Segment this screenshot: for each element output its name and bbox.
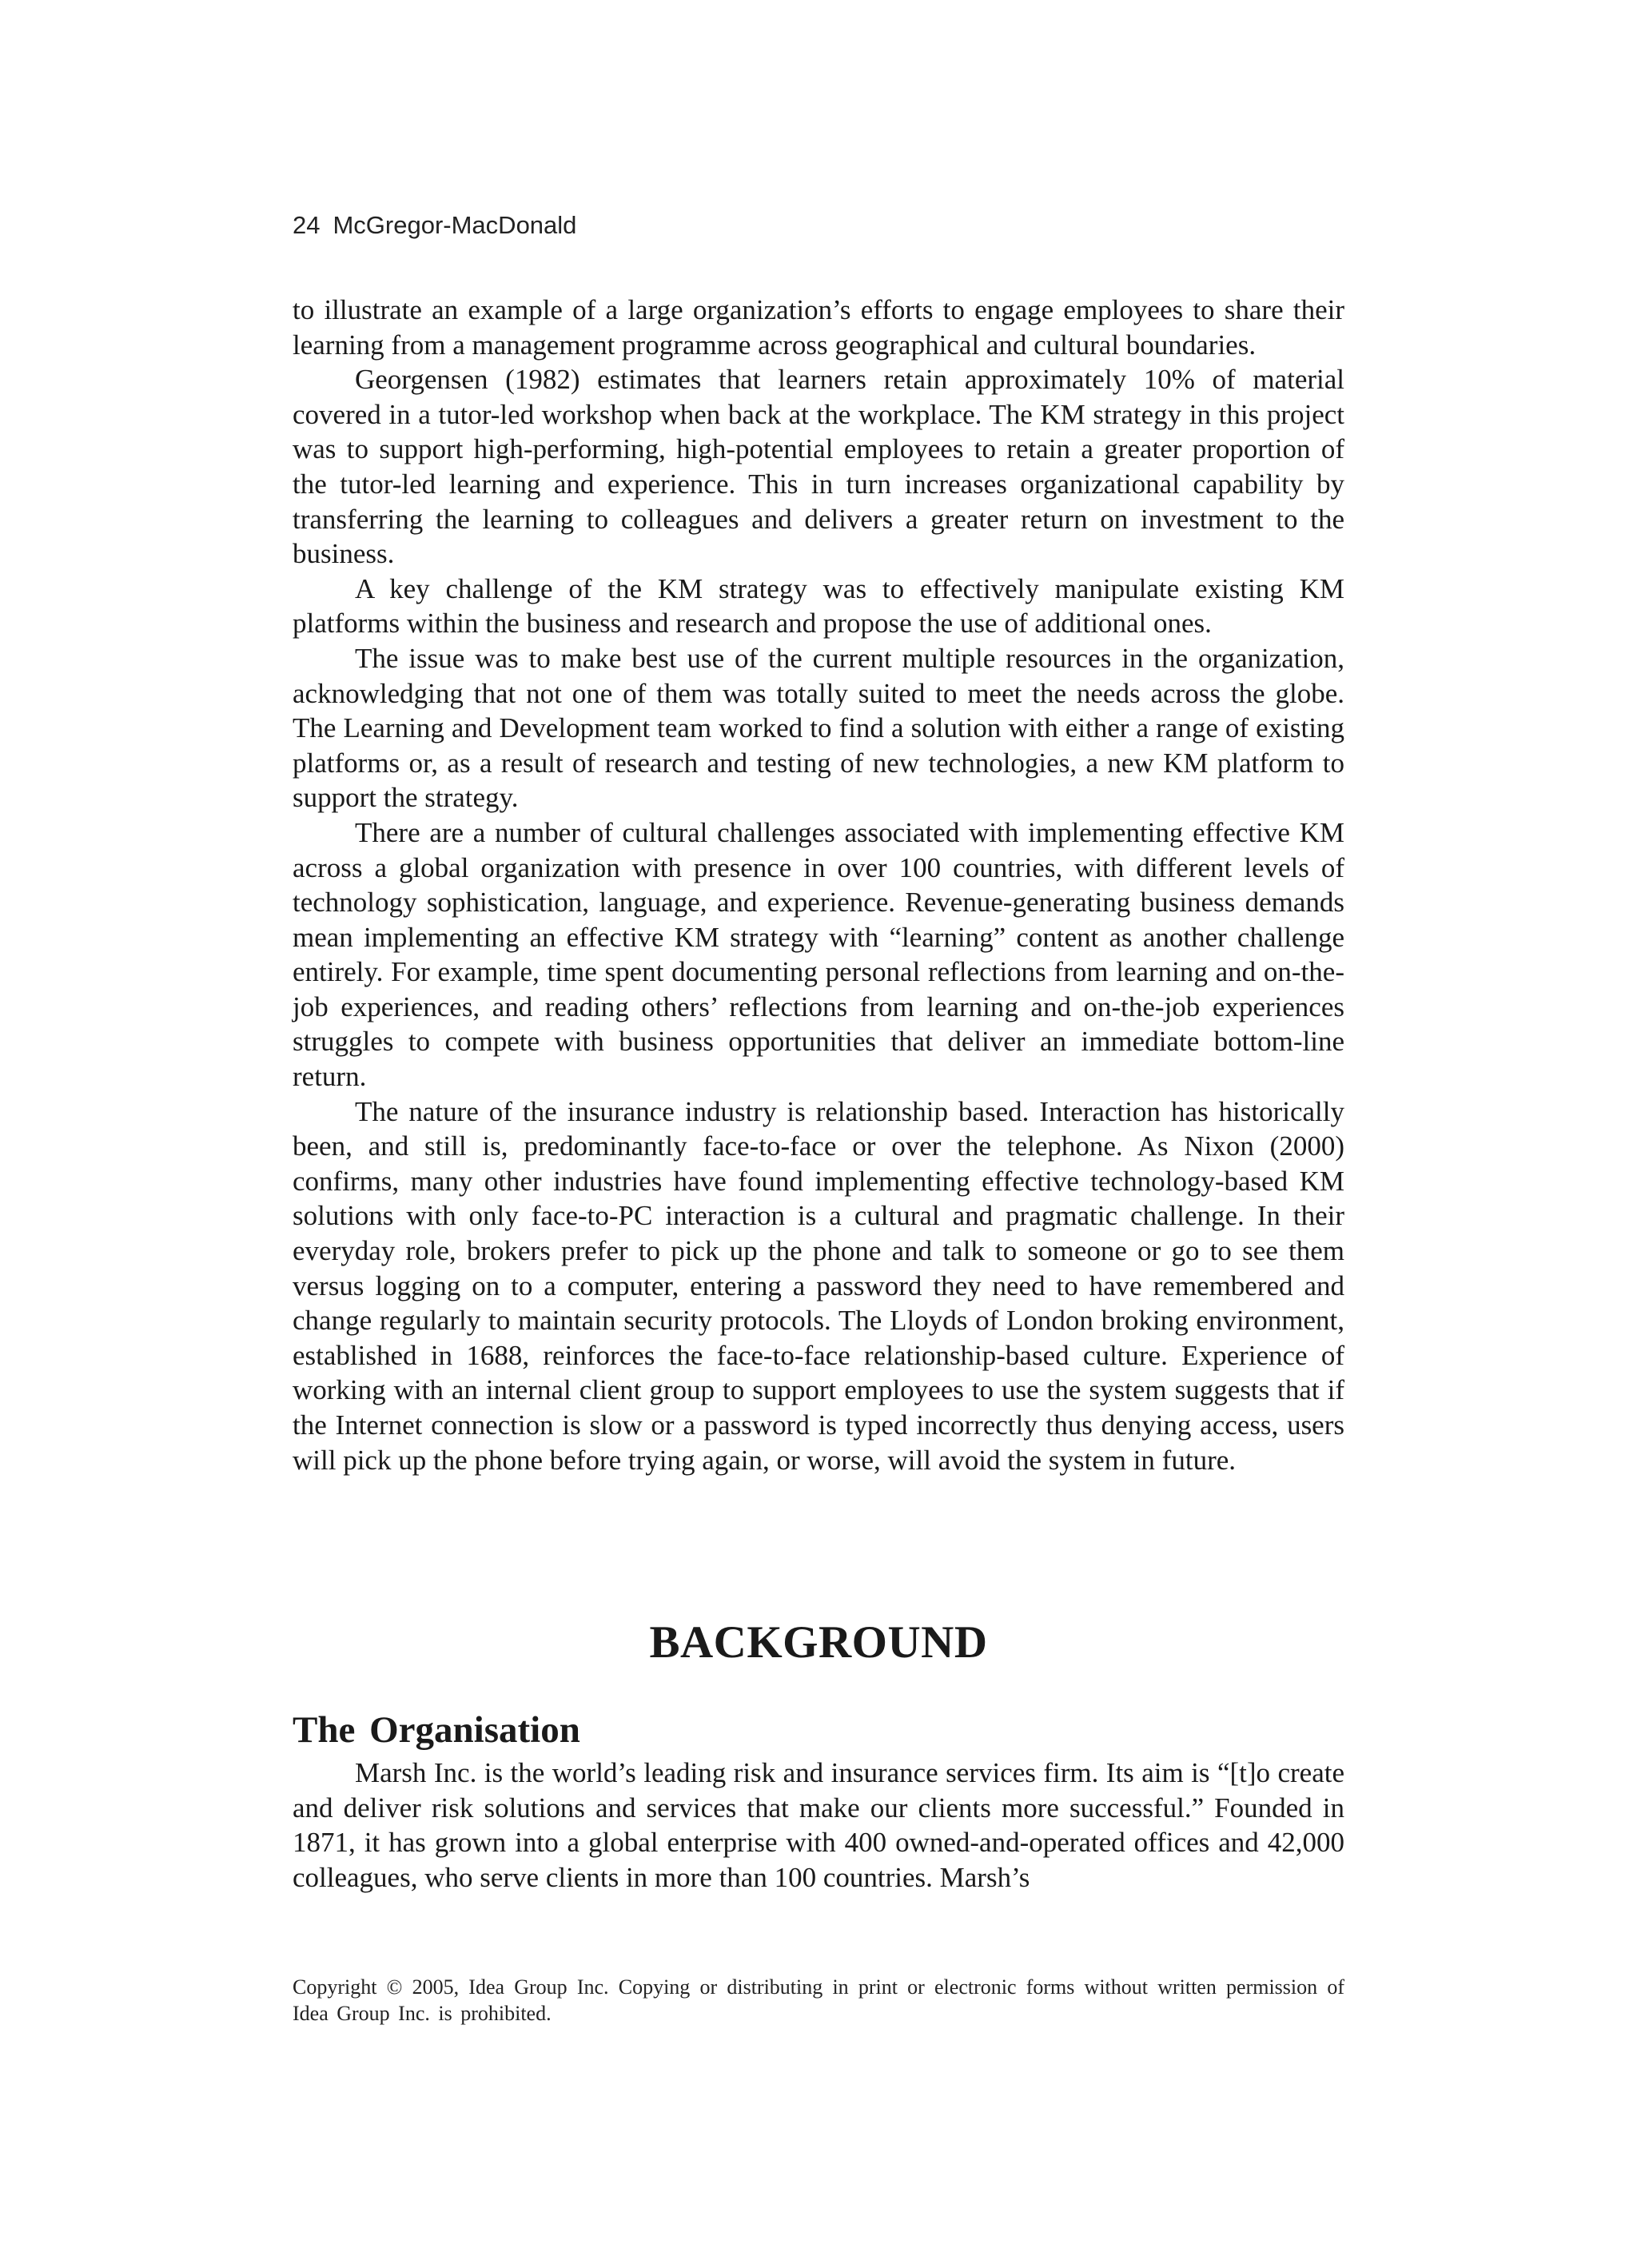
section-text xyxy=(293,1756,1344,1895)
paragraph-cultural-challenges: There are a number of cultural challenges associated with implementing effective KM across a global organization with presence in over 100 countries, with different levels of technology sophistication, language, and experience. Revenue-generating business demands mean implementing an effective KM strategy with “learning” content as another challenge entirely. For example, time spent documenting personal reflections from learning and on-the-job experiences, and reading others’ reflections from learning and on-the-job experiences struggles to compete with business opportunities that deliver an immediate bottom-line return. xyxy=(293,816,1344,1093)
paragraph-georgensen: Georgensen (1982) estimates that learners retain approximately 10% of material covered in a tutor-led workshop when back at the workplace. The KM strategy in this project was to support high-performing, high-potential employees to retain a greater proportion of the tutor-led learning and experience. This in turn increases organizational capability by transferring the learning to colleagues and delivers a greater return on investment to the business. xyxy=(293,364,1344,570)
copyright-notice: Copyright © 2005, Idea Group Inc. Copying or distributing in print or electronic forms without written permission of Idea Group Inc. is prohibited. xyxy=(293,1975,1344,2025)
running-title: McGregor-MacDonald xyxy=(333,211,577,239)
subsection-heading: The Organisation xyxy=(293,1709,580,1751)
body-text xyxy=(293,293,1344,1477)
paragraph-key-challenge: A key challenge of the KM strategy was to effectively manipulate existing KM platforms within the business and research and propose the use of additional ones. xyxy=(293,572,1344,640)
section-heading: BACKGROUND xyxy=(649,1617,988,1668)
paragraph-organisation: Marsh Inc. is the world’s leading risk and insurance services firm. Its aim is “[t]o create and deliver risk solutions and services that make our clients more successful.” Founded in 1871, it has grown into a global enterprise with 400 owned-and-operated offices and 42,000 colleagues, who serve clients in more than 100 countries. Marsh’s xyxy=(293,1757,1344,1893)
paragraph-insurance-industry: The nature of the insurance industry is relationship based. Interaction has historically been, and still is, predominantly face-to-face or over the telephone. As Nixon (2000) confirms, many other industries have found implementing effective technology-based KM solutions with only face-to-PC interaction is a cultural and pragmatic challenge. In their everyday role, brokers prefer to pick up the phone and talk to someone or go to see them versus logging on to a computer, entering a password they need to have remembered and change regularly to maintain security protocols. The Lloyds of London broking environment, established in 1688, reinforces the face-to-face relationship-based culture. Experience of working with an internal client group to support employees to use the system suggests that if the Internet connection is slow or a password is typed incorrectly thus denying access, users will pick up the phone before trying again, or worse, will avoid the system in future. xyxy=(293,1095,1344,1476)
paragraph-continuation: to illustrate an example of a large organization’s efforts to engage employees to share their learning from a management programme across geographical and cultural boundaries. xyxy=(293,294,1344,361)
page-number: 24 xyxy=(293,211,321,239)
paragraph-issue: The issue was to make best use of the current multiple resources in the organization, acknowledging that not one of them was totally suited to meet the needs across the globe. The Learning and Development team worked to find a solution with either a range of existing platforms or, as a result of research and testing of new technologies, a new KM platform to support the strategy. xyxy=(293,642,1344,814)
running-header xyxy=(293,211,1348,240)
